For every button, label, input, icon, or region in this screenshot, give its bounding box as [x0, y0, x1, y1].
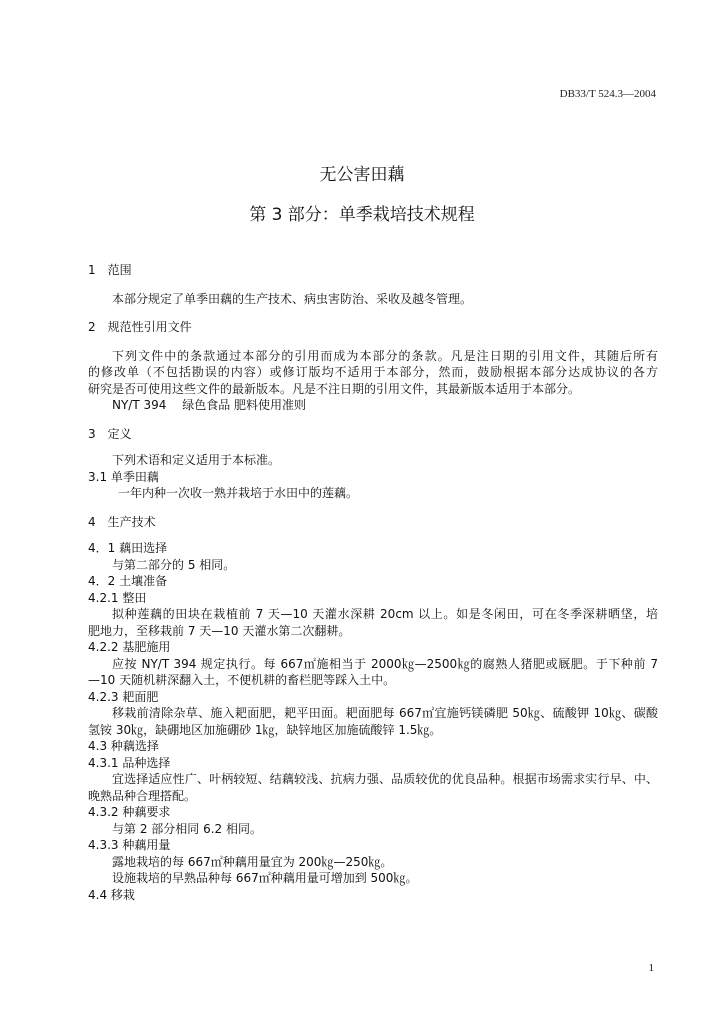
paragraph-line: 肥地力，至移栽前 7 天—10 天灌水第二次翻耕。 [88, 623, 351, 638]
document-title: 无公害田藕 [319, 165, 405, 185]
subsection-heading: 4.2.2 基肥施用 [88, 640, 171, 654]
standard-code: DB33/T 524.3—2004 [559, 88, 656, 100]
document-subtitle: 第 3 部分：单季栽培技术规程 [249, 205, 475, 225]
paragraph: 与第二部分的 5 相同。 [112, 557, 236, 572]
subsection-heading: 4.4 移栽 [88, 887, 135, 902]
paragraph-line: 晚熟品种合理搭配。 [88, 788, 197, 803]
subsection-heading: 4.3.1 品种选择 [88, 755, 171, 770]
term-heading: 3.1 单季田藕 [88, 469, 159, 484]
paragraph-line: 下列文件中的条款通过本部分的引用而成为本部分的条款。凡是注日期的引用文件，其随后所有 [112, 348, 658, 363]
paragraph: 设施栽培的早熟品种每 667㎡种藕用量可增加到 500㎏。 [112, 871, 418, 885]
subsection-heading: 4．2 土壤准备 [88, 574, 168, 588]
paragraph-line: 氢铵 30㎏，缺硼地区加施硼砂 1㎏，缺锌地区加施硫酸锌 1.5㎏。 [88, 722, 442, 737]
subsection-heading: 4.3.3 种藕用量 [88, 838, 171, 852]
paragraph: 与第 2 部分相同 6.2 相同。 [112, 821, 262, 836]
page-number: 1 [648, 962, 654, 974]
section-heading: 3 定义 [88, 426, 132, 441]
section-heading: 1 范围 [88, 263, 132, 277]
section-heading: 2 规范性引用文件 [88, 320, 192, 334]
subsection-heading: 4.3.2 种藕要求 [88, 805, 171, 819]
normative-reference: NY/T 394 绿色食品 肥料使用准则 [112, 398, 307, 412]
paragraph: 本部分规定了单季田藕的生产技术、病虫害防治、采收及越冬管理。 [112, 291, 473, 306]
document-body [88, 262, 658, 903]
paragraph-line: 拟种莲藕的田块在栽植前 7 天—10 天灌水深耕 20cm 以上。如是冬闲田，可在冬季深耕晒垡，培 [112, 607, 658, 621]
subsection-heading: 4.2.3 耙面肥 [88, 689, 159, 704]
paragraph-line: 宜选择适应性广、叶柄较短、结藕较浅、抗病力强、品质较优的优良品种。根据市场需求实行早、中、 [112, 772, 658, 786]
paragraph: 露地栽培的每 667㎡种藕用量宜为 200㎏—250㎏。 [112, 854, 393, 869]
paragraph-line: —10 天随机耕深翻入土，不便机耕的畜栏肥等踩入土中。 [88, 673, 396, 687]
paragraph-line: 应按 NY/T 394 规定执行。每 667㎡施相当于 2000㎏—2500㎏的腐熟人猪肥或厩肥。于下种前 7 [112, 656, 658, 671]
subsection-heading: 4.3 种藕选择 [88, 739, 159, 753]
paragraph-line: 的修改单（不包括勘误的内容）或修订版均不适用于本部分，然而，鼓励根据本部分达成协议的各方 [88, 365, 658, 379]
section-heading: 4 生产技术 [88, 514, 156, 529]
paragraph-line: 研究是否可使用这些文件的最新版本。凡是不注日期的引用文件，其最新版本适用于本部分。 [88, 381, 581, 396]
subsection-heading: 4．1 藕田选择 [88, 541, 168, 555]
term-definition: 一年内种一次收一熟并栽培于水田中的莲藕。 [118, 486, 359, 500]
paragraph: 下列术语和定义适用于本标准。 [112, 453, 281, 467]
subsection-heading: 4.2.1 整田 [88, 590, 147, 605]
paragraph-line: 移栽前清除杂草、施入耙面肥，耙平田面。耙面肥每 667㎡宜施钙镁磷肥 50㎏、硫酸钾 10㎏、碳酸 [112, 706, 658, 720]
